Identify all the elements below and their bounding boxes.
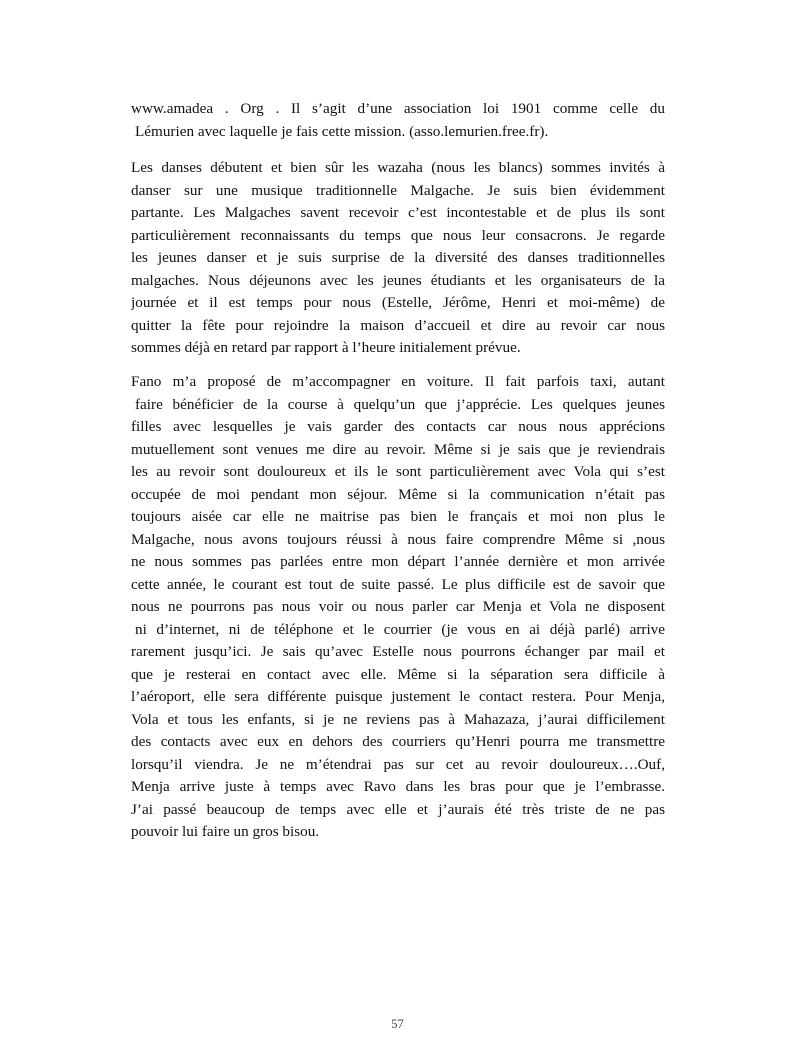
text-line: Malgache, nous avons toujours réussi à nous faire comprendre Même si ,nous [131,530,665,548]
text-line: toujours aisée car elle ne maitrise pas bien le français et moi non plus le [131,508,665,525]
text-line: mutuellement sont venues me dire au revoir. Même si je sais que je reviendrais [131,440,665,458]
text-line: les au revoir sont douloureux et ils le sont particulièrement avec Vola qui s’est [131,463,665,480]
text-line: occupée de moi pendant mon séjour. Même si la communication n’était pas [131,485,665,503]
text-line: malgaches. Nous déjeunons avec les jeunes étudiants et les organisateurs de la [131,271,665,289]
text-line: nous ne pourrons pas nous voir ou nous parler car Menja et Vola ne disposent [131,598,665,615]
text-line: des contacts avec eux en dehors des courriers qu’Henri pourra me transmettre [131,733,665,750]
text-line: rarement jusqu’ici. Je sais qu’avec Estelle nous pourrons échanger par mail et [131,643,665,660]
text-line: journée et il est temps pour nous (Estelle, Jérôme, Henri et moi-même) de [131,294,665,311]
text-line: ni d’internet, ni de téléphone et le courrier (je vous en ai déjà parlé) arrive [135,620,665,638]
paragraph-3 [131,371,665,844]
text-line: sommes déjà en retard par rapport à l’heure initialement prévue. [131,339,521,356]
text-line: l’aéroport, elle sera différente puisque justement le contact restera. Pour Menja, [131,688,665,705]
text-line: lorsqu’il viendra. Je ne m’étendrai pas sur cet au revoir douloureux….Ouf, [131,755,665,773]
paragraph-1 [131,98,665,143]
text-line: que je resterai en contact avec elle. Même si la séparation sera difficile à [131,665,665,683]
text-line: faire bénéficier de la course à quelqu’un que j’apprécie. Les quelques jeunes [135,395,665,413]
page-number: 57 [391,1017,404,1031]
text-line: quitter la fête pour rejoindre la maison d’accueil et dire au revoir car nous [131,316,665,334]
text-line: danser sur une musique traditionnelle Malgache. Je suis bien évidemment [131,181,665,199]
text-line: Lémurien avec laquelle je fais cette mission. (asso.lemurien.free.fr). [135,122,549,140]
text-line: partante. Les Malgaches savent recevoir c’est incontestable et de plus ils sont [131,204,665,221]
text-line: Menja arrive juste à temps avec Ravo dans les bras pour que je l’embrasse. [131,778,665,795]
paragraph-2 [131,157,665,360]
text-line: les jeunes danser et je suis surprise de la diversité des danses traditionnelles [131,249,665,266]
text-line: J’ai passé beaucoup de temps avec elle et j’aurais été très triste de ne pas [131,800,665,818]
text-line: Vola et tous les enfants, si je ne reviens pas à Mahazaza, j’aurai difficilement [131,710,665,728]
text-line: filles avec lesquelles je vais garder des contacts car nous nous apprécions [131,418,665,435]
text-line: ne nous sommes pas parlées entre mon départ l’année dernière et mon arrivée [131,553,665,570]
text-line: particulièrement reconnaissants du temps que nous leur consacrons. Je regarde [131,226,665,244]
text-line: Fano m’a proposé de m’accompagner en voiture. Il fait parfois taxi, autant [131,373,665,390]
text-line: cette année, le courant est tout de suite passé. Le plus difficile est de savoir que [131,575,665,593]
text-line: Les danses débutent et bien sûr les wazaha (nous les blancs) sommes invités à [131,159,665,176]
text-line: pouvoir lui faire un gros bisou. [131,823,320,840]
text-line: www.amadea . Org . Il s’agit d’une association loi 1901 comme celle du [131,100,665,117]
